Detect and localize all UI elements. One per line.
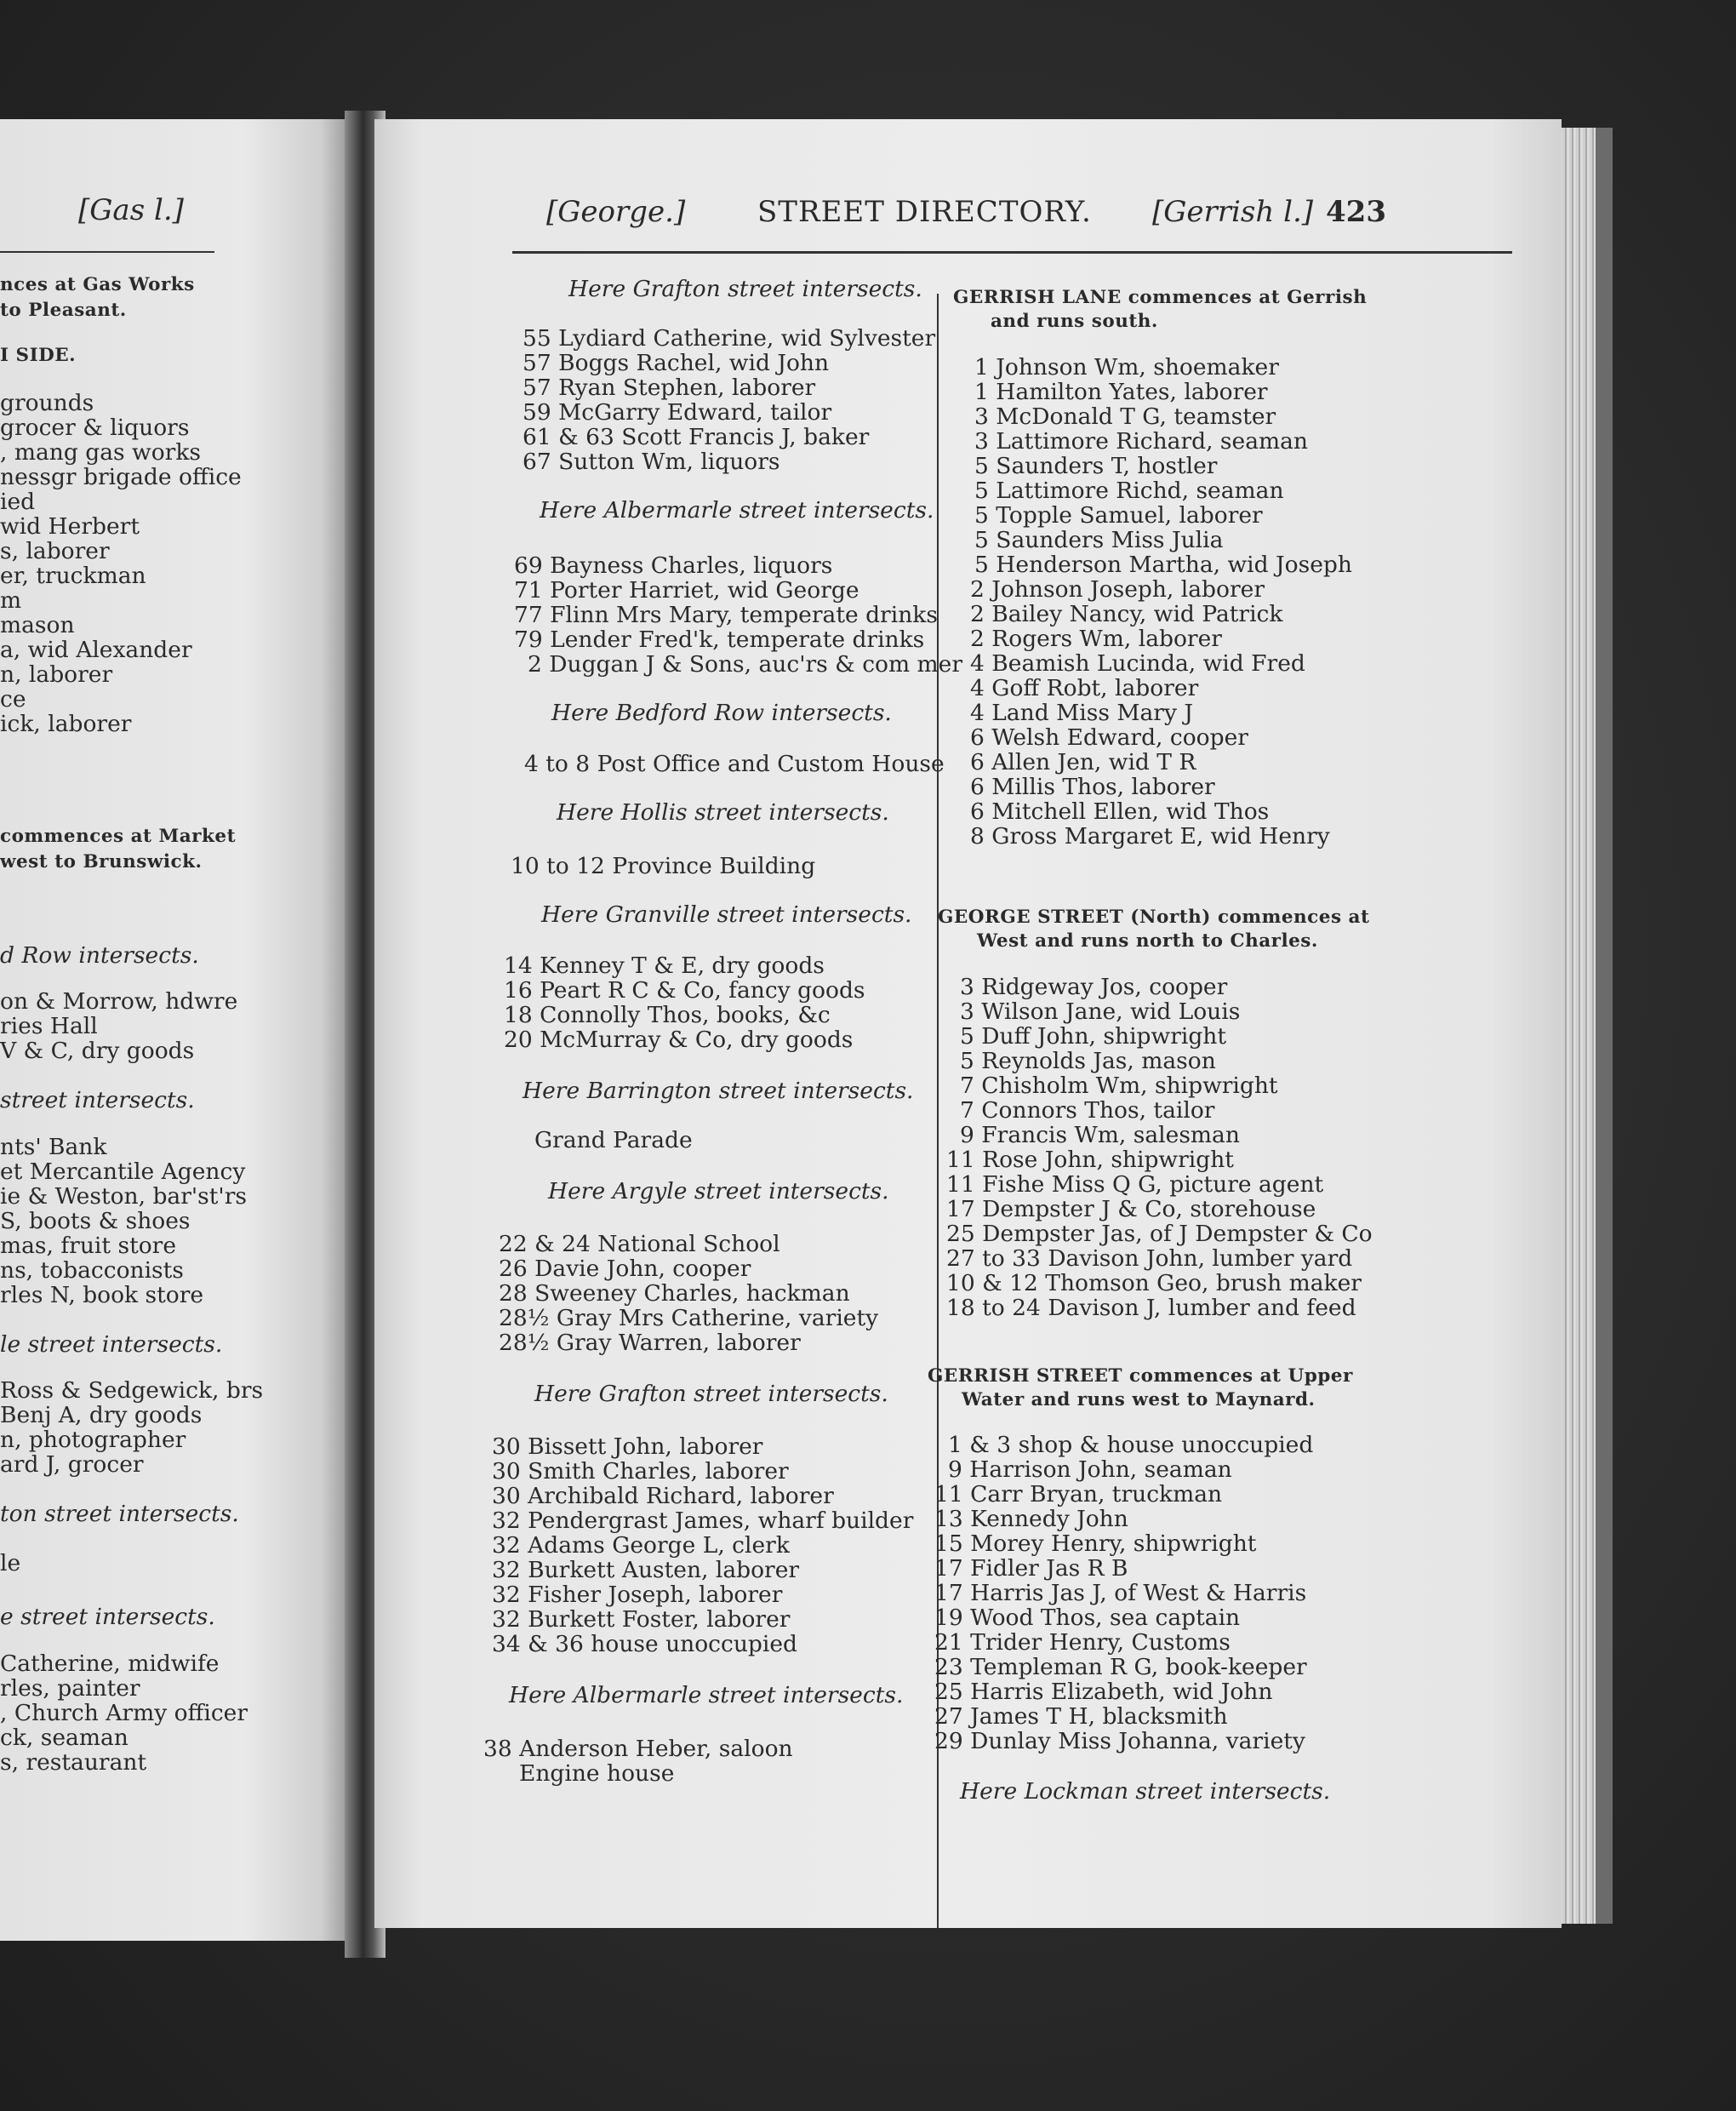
col1-line: 32 Burkett Austen, laborer xyxy=(492,1557,800,1583)
col1-line: 79 Lender Fred'k, temperate drinks xyxy=(514,626,925,653)
col1-line: Here Albermarle street intersects. xyxy=(509,1682,904,1708)
col2-line: 6 Allen Jen, wid T R xyxy=(970,749,1196,775)
col1-line: Here Granville street intersects. xyxy=(541,901,912,928)
left-header-rule xyxy=(0,251,214,253)
col2-line: 18 to 24 Davison J, lumber and feed xyxy=(946,1295,1356,1321)
col2-line: 5 Duff John, shipwright xyxy=(960,1023,1227,1050)
col2-line: 9 Harrison John, seaman xyxy=(948,1456,1232,1483)
col2-line: 17 Harris Jas J, of West & Harris xyxy=(934,1580,1307,1606)
col1-line: 59 McGarry Edward, tailor xyxy=(523,399,832,426)
col2-line: 5 Topple Samuel, laborer xyxy=(974,502,1263,529)
left-page-line: , mang gas works xyxy=(0,439,201,466)
col1-line: 28½ Gray Mrs Catherine, variety xyxy=(499,1305,879,1331)
col1-line: Here Hollis street intersects. xyxy=(557,799,889,826)
left-page-line: d Row intersects. xyxy=(0,942,199,969)
col1-line: 30 Archibald Richard, laborer xyxy=(492,1483,834,1509)
left-page-line: s, restaurant xyxy=(0,1749,147,1776)
col1-line: Engine house xyxy=(519,1760,675,1787)
col2-line: 6 Mitchell Ellen, wid Thos xyxy=(970,798,1270,825)
left-page-line: west to Brunswick. xyxy=(0,851,203,872)
col2-line: 4 Goff Robt, laborer xyxy=(970,675,1199,701)
left-page-line: ce xyxy=(0,686,26,712)
col1-line: 28½ Gray Warren, laborer xyxy=(499,1330,801,1356)
col2-line: GEORGE STREET (North) commences at xyxy=(938,907,1370,928)
col1-line: 61 & 63 Scott Francis J, baker xyxy=(523,424,870,450)
col2-line: 6 Millis Thos, laborer xyxy=(970,774,1215,800)
col2-line: 3 Ridgeway Jos, cooper xyxy=(960,974,1228,1000)
col1-line: 32 Burkett Foster, laborer xyxy=(492,1606,791,1633)
col2-line: 19 Wood Thos, sea captain xyxy=(934,1605,1241,1631)
col2-line: 7 Connors Thos, tailor xyxy=(960,1097,1215,1124)
col2-line: Here Lockman street intersects. xyxy=(960,1778,1331,1805)
col2-line: 5 Saunders T, hostler xyxy=(974,453,1218,479)
col1-line: 18 Connolly Thos, books, &c xyxy=(504,1002,831,1028)
col2-line: 4 Beamish Lucinda, wid Fred xyxy=(970,650,1305,677)
col1-line: 4 to 8 Post Office and Custom House xyxy=(524,751,945,777)
col1-line: 32 Pendergrast James, wharf builder xyxy=(492,1507,914,1534)
col2-line: GERRISH STREET commences at Upper xyxy=(928,1365,1353,1387)
left-page-line: ns, tobacconists xyxy=(0,1257,184,1284)
col2-line: 1 Johnson Wm, shoemaker xyxy=(974,354,1279,380)
right-page xyxy=(374,119,1562,1928)
left-page-line: commences at Market xyxy=(0,826,237,847)
left-page-line: ard J, grocer xyxy=(0,1451,144,1478)
col1-line: Grand Parade xyxy=(534,1127,693,1153)
page-number: 423 xyxy=(1326,195,1386,229)
left-page-line: ton street intersects. xyxy=(0,1501,239,1527)
header-left: [George.] xyxy=(546,195,686,229)
col2-line: 27 James T H, blacksmith xyxy=(934,1703,1228,1730)
col2-line: 5 Reynolds Jas, mason xyxy=(960,1048,1216,1074)
left-page-line: ries Hall xyxy=(0,1013,98,1039)
col2-line: 3 Lattimore Richard, seaman xyxy=(974,428,1309,455)
left-page-line: ied xyxy=(0,489,36,515)
left-page-line: le street intersects. xyxy=(0,1331,223,1358)
col2-line: 3 McDonald T G, teamster xyxy=(974,403,1276,430)
left-page-line: ie & Weston, bar'st'rs xyxy=(0,1183,247,1210)
col2-line: 25 Harris Elizabeth, wid John xyxy=(934,1679,1273,1705)
left-page-header: [Gas l.] xyxy=(78,193,184,227)
left-page-line: , Church Army officer xyxy=(0,1700,248,1726)
left-page xyxy=(0,119,349,1941)
left-page-line: I SIDE. xyxy=(0,345,77,366)
left-page-line: ick, laborer xyxy=(0,711,132,737)
col2-line: 27 to 33 Davison John, lumber yard xyxy=(946,1245,1353,1272)
col1-line: 71 Porter Harriet, wid George xyxy=(514,577,859,604)
col2-line: 4 Land Miss Mary J xyxy=(970,700,1193,726)
left-page-line: er, truckman xyxy=(0,563,146,589)
col2-line: 1 Hamilton Yates, laborer xyxy=(974,379,1268,405)
col2-line: 29 Dunlay Miss Johanna, variety xyxy=(934,1728,1305,1754)
col1-line: 16 Peart R C & Co, fancy goods xyxy=(504,977,865,1004)
col2-line: 5 Lattimore Richd, seaman xyxy=(974,478,1284,504)
col2-line: 21 Trider Henry, Customs xyxy=(934,1629,1231,1656)
left-page-line: nces at Gas Works xyxy=(0,274,195,295)
col2-line: 2 Johnson Joseph, laborer xyxy=(970,576,1265,603)
col1-line: 30 Bissett John, laborer xyxy=(492,1433,763,1460)
col1-line: 77 Flinn Mrs Mary, temperate drinks xyxy=(514,602,938,628)
col2-line: Water and runs west to Maynard. xyxy=(962,1389,1316,1410)
left-page-line: e street intersects. xyxy=(0,1604,215,1630)
col1-line: Here Bedford Row intersects. xyxy=(551,700,892,726)
page-title: STREET DIRECTORY. xyxy=(757,195,1092,229)
col1-line: 32 Adams George L, clerk xyxy=(492,1532,790,1559)
col2-line: 2 Rogers Wm, laborer xyxy=(970,626,1222,652)
col2-line: West and runs north to Charles. xyxy=(977,930,1318,952)
col2-line: 11 Fishe Miss Q G, picture agent xyxy=(946,1171,1324,1198)
left-page-line: ck, seaman xyxy=(0,1725,128,1751)
left-page-line: m xyxy=(0,587,22,614)
header-right: [Gerrish l.] xyxy=(1152,195,1314,229)
col1-line: Here Argyle street intersects. xyxy=(548,1178,889,1204)
col1-line: 57 Ryan Stephen, laborer xyxy=(523,375,816,401)
col2-line: 11 Rose John, shipwright xyxy=(946,1147,1234,1173)
header-rule xyxy=(512,251,1512,254)
left-page-line: mas, fruit store xyxy=(0,1233,177,1259)
col2-line: and runs south. xyxy=(991,311,1158,332)
col1-line: 10 to 12 Province Building xyxy=(511,853,816,879)
col2-line: 3 Wilson Jane, wid Louis xyxy=(960,998,1241,1025)
col2-line: 2 Bailey Nancy, wid Patrick xyxy=(970,601,1283,627)
left-page-line: grocer & liquors xyxy=(0,415,190,441)
col1-line: Here Albermarle street intersects. xyxy=(540,497,934,523)
left-page-line: street intersects. xyxy=(0,1087,195,1113)
col2-line: 25 Dempster Jas, of J Dempster & Co xyxy=(946,1221,1373,1247)
col1-line: 30 Smith Charles, laborer xyxy=(492,1458,789,1485)
left-page-line: nessgr brigade office xyxy=(0,464,242,490)
col2-line: GERRISH LANE commences at Gerrish xyxy=(953,287,1368,308)
col1-line: 55 Lydiard Catherine, wid Sylvester xyxy=(523,325,936,352)
left-page-line: grounds xyxy=(0,390,94,416)
col1-line: 38 Anderson Heber, saloon xyxy=(483,1736,793,1762)
left-page-line: V & C, dry goods xyxy=(0,1038,195,1064)
left-page-line: Catherine, midwife xyxy=(0,1650,220,1677)
col1-line: 69 Bayness Charles, liquors xyxy=(514,552,833,579)
col1-line: 32 Fisher Joseph, laborer xyxy=(492,1582,783,1608)
left-page-line: n, photographer xyxy=(0,1427,186,1453)
col1-line: 14 Kenney T & E, dry goods xyxy=(504,953,825,979)
col1-line: 20 McMurray & Co, dry goods xyxy=(504,1027,854,1053)
left-page-line: rles, painter xyxy=(0,1675,140,1702)
col1-line: Here Barrington street intersects. xyxy=(523,1078,914,1104)
col2-line: 10 & 12 Thomson Geo, brush maker xyxy=(946,1270,1362,1296)
left-page-line: Benj A, dry goods xyxy=(0,1402,203,1428)
col2-line: 17 Fidler Jas R B xyxy=(934,1555,1128,1582)
col1-line: 22 & 24 National School xyxy=(499,1231,780,1257)
left-page-line: to Pleasant. xyxy=(0,300,127,321)
col2-line: 17 Dempster J & Co, storehouse xyxy=(946,1196,1316,1222)
col2-line: 5 Saunders Miss Julia xyxy=(974,527,1224,553)
col1-line: 34 & 36 house unoccupied xyxy=(492,1631,798,1657)
left-page-line: S, boots & shoes xyxy=(0,1208,191,1234)
left-page-line: le xyxy=(0,1550,21,1576)
col1-line: Here Grafton street intersects. xyxy=(568,276,922,302)
col2-line: 6 Welsh Edward, cooper xyxy=(970,724,1248,751)
col2-line: 5 Henderson Martha, wid Joseph xyxy=(974,552,1352,578)
col2-line: 15 Morey Henry, shipwright xyxy=(934,1530,1257,1557)
col2-line: 1 & 3 shop & house unoccupied xyxy=(948,1432,1314,1458)
col2-line: 8 Gross Margaret E, wid Henry xyxy=(970,823,1330,850)
left-page-line: et Mercantile Agency xyxy=(0,1158,246,1185)
col2-line: 7 Chisholm Wm, shipwright xyxy=(960,1073,1278,1099)
left-page-line: mason xyxy=(0,612,75,638)
col1-line: 57 Boggs Rachel, wid John xyxy=(523,350,830,376)
left-page-line: wid Herbert xyxy=(0,513,140,540)
col2-line: 9 Francis Wm, salesman xyxy=(960,1122,1240,1148)
left-page-line: a, wid Alexander xyxy=(0,637,192,663)
col1-line: 26 Davie John, cooper xyxy=(499,1256,751,1282)
col1-line: Here Grafton street intersects. xyxy=(534,1381,888,1407)
col2-line: 11 Carr Bryan, truckman xyxy=(934,1481,1223,1507)
col1-line: 28 Sweeney Charles, hackman xyxy=(499,1280,850,1307)
edge-shadow xyxy=(1596,128,1613,1924)
left-page-line: nts' Bank xyxy=(0,1134,107,1160)
left-page-line: n, laborer xyxy=(0,661,113,688)
left-page-line: rles N, book store xyxy=(0,1282,204,1308)
col2-line: 13 Kennedy John xyxy=(934,1506,1128,1532)
left-page-line: s, laborer xyxy=(0,538,110,564)
left-page-line: on & Morrow, hdwre xyxy=(0,988,238,1015)
col1-line: 2 Duggan J & Sons, auc'rs & com mer xyxy=(528,651,963,678)
col2-line: 23 Templeman R G, book-keeper xyxy=(934,1654,1307,1680)
left-page-line: Ross & Sedgewick, brs xyxy=(0,1377,264,1404)
col1-line: 67 Sutton Wm, liquors xyxy=(523,449,780,475)
